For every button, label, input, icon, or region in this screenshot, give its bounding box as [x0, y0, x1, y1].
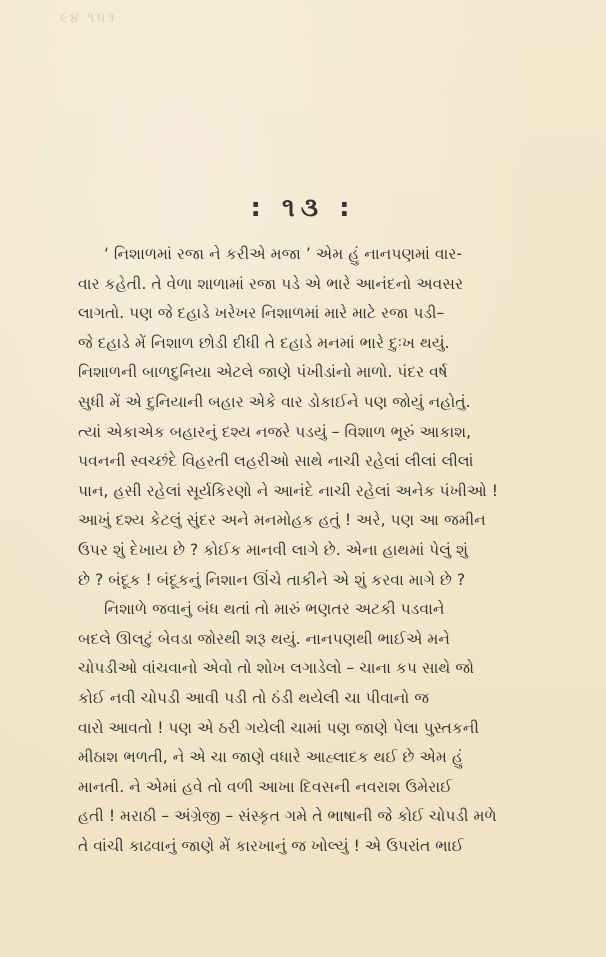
- text-line: ત્યાં એકાએક બહારનું દશ્ય નજરે પડયું – વિશાળ ભૂરું આકાશ,: [78, 422, 472, 441]
- bleed-through-text: ૯૪ ૧૫૧: [60, 10, 117, 26]
- text-line: આખું દશ્ય કેટલું સુંદર અને મનમોહક હતું ! અરે, પણ આ જમીન: [78, 511, 486, 530]
- text-line: સુધી મેં એ દુનિયાની બહાર એકે વાર ડોકાઈને પણ જોયું નહોતું.: [78, 392, 471, 411]
- text-line: વારો આવતો ! પણ એ ઠરી ગયેલી ચામાં પણ જાણે પેલા પુસ્તકની: [78, 718, 479, 737]
- text-line: છે ? બંદૂક ! બંદૂકનું નિશાન ઊંચે તાકીને એ શું કરવા માગે છે ?: [78, 570, 466, 589]
- text-line: માનતી. ને એમાં હવે તો વળી આખા દિવસની નવરાશ ઉમેરાઈ: [78, 777, 453, 796]
- body-text: [78, 240, 560, 861]
- text-line: ‘ નિશાળમાં રજા ને કરીએ મજા ’ એમ હું નાનપણમાં વાર-: [104, 245, 463, 263]
- text-line: બદલે ઊલટું બેવડા જોરથી શરૂ થયું. નાનપણથી ભાઈએ મને: [78, 629, 451, 648]
- text-line: પાન, હસી રહેલાં સૂર્યકિરણો ને આનંદે નાચી રહેલાં અનેક પંખીઓ !: [78, 481, 498, 500]
- text-line: કોઈ નવી ચોપડી આવી પડી તો ઠંડી થયેલી ચા પીવાનો જ: [78, 688, 429, 707]
- text-line: ઉપર શું દેખાય છે ? કોઈક માનવી લાગે છે. એના હાથમાં પેલું શું: [78, 540, 469, 559]
- text-line: વાર કહેતી. તે વેળા શાળામાં રજા પડે એ ભારે આનંદનો અવસર: [78, 274, 464, 293]
- text-line: લાગતો. પણ જે દહાડે ખરેખર નિશાળમાં મારે માટે રજા પડી–: [78, 304, 445, 323]
- text-line: પવનની સ્વચ્છંદે વિહરતી લહરીઓ સાથે નાચી રહેલાં લીલાં લીલાં: [78, 452, 474, 471]
- text-line: નિશાળે જવાનું બંધ થતાં તો મારું ભણતર અટકી પડવાને: [104, 600, 445, 619]
- text-line: જે દહાડે મેં નિશાળ છોડી દીધી તે દહાડે મનમાં ભારે દુઃખ થયું.: [78, 333, 450, 352]
- text-line: નિશાળની બાળદુનિયા એટલે જાણે પંખીડાંનો માળો. પંદર વર્ષ: [78, 363, 448, 382]
- text-line: મીઠાશ ભળતી, ને એ ચા જાણે વધારે આહ્લાદક થઈ છે એમ હું: [78, 748, 463, 767]
- chapter-heading: : ૧૩ :: [250, 193, 356, 223]
- text-line: ચોપડીઓ વાંચવાનો એવો તો શોખ લગાડેલો – ચાના કપ સાથે જો: [78, 659, 474, 678]
- paragraph-2: [78, 595, 560, 861]
- text-line: તે વાંચી કાઢવાનું જાણે મેં કારખાનું જ ખોલ્યું ! એ ઉપરાંત ભાઈ: [78, 836, 464, 855]
- paragraph-1: [78, 240, 560, 595]
- text-line: હતી ! મરાઠી – અંગ્રેજી – સંસ્કૃત ગમે તે ભાષાની જે કોઈ ચોપડી મળે: [78, 807, 497, 826]
